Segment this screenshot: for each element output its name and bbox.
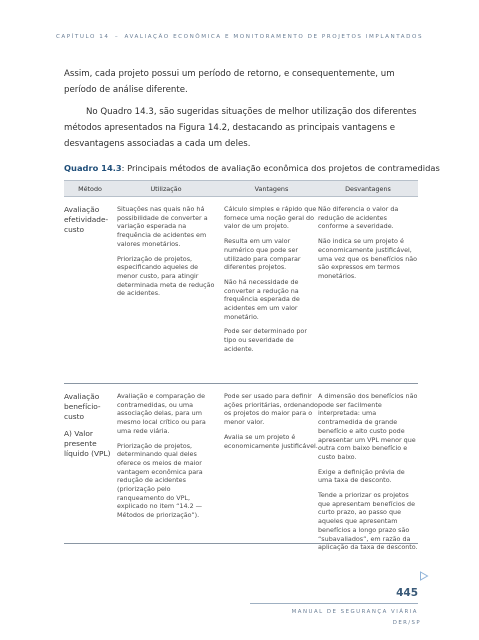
vantagens-text: Avalia se um projeto é economicamente justificável.	[224, 432, 318, 450]
chapter-separator: –	[114, 34, 120, 40]
table-row	[64, 384, 418, 552]
table-row	[64, 197, 418, 384]
utilizacao-text: Priorização de projetos, especificando aqueles de menor custo, para atingir determinada meta de redução de acidentes.	[117, 254, 215, 298]
utilizacao-text: Avaliação e comparação de contramedidas, ou uma associação delas, para um mesmo local crítico ou para uma rede viária.	[117, 392, 206, 435]
caption-number: Quadro 14.3	[64, 163, 122, 173]
footer-title: MANUAL DE SEGURANÇA VIÁRIA	[291, 609, 418, 615]
vantagens-text: Pode ser determinado por tipo ou severidade de acidente.	[224, 327, 307, 353]
footer-divider	[250, 603, 418, 604]
desvantagens-text: Tende a priorizar os projetos que apresentam benefícios de curto prazo, ao passo que aqueles que apresentam benefícios a longo prazo são “subavaliados”, em razão da aplicação da taxa de desconto.	[318, 491, 418, 552]
desvantagens-text: A dimensão dos benefícios não pode ser facilmente interpretada: uma contramedida de grande benefício e alto custo pode apresentar um VPL menor que outra com baixo benefício e custo baixo.	[318, 392, 418, 461]
chapter-label: CAPÍTULO 14	[55, 34, 110, 40]
utilizacao-text: Priorização de projetos, determinando qual deles oferece os meios de maior vantagem econômica para redução de acidentes (priorização pelo ranqueamento do VPL, explicado no item “14.2 — Métodos de priorização”).	[117, 441, 203, 520]
table-header-row	[64, 180, 418, 197]
cell-utilizacao	[117, 205, 215, 304]
chapter-header	[0, 34, 479, 40]
chapter-title: AVALIAÇÃO ECONÔMICA E MONITORAMENTO DE PROJETOS IMPLANTADOS	[124, 34, 424, 40]
methods-table	[64, 180, 418, 552]
table-caption	[64, 163, 440, 173]
header-desvantagens: Desvantagens	[345, 185, 391, 193]
desvantagens-text: Exige a definição prévia de uma taxa de desconto.	[318, 467, 405, 485]
body-paragraph-1: Assim, cada projeto possui um período de retorno, e consequentemente, um período de análise diferente.	[64, 69, 395, 95]
metodo-subtext: A) Valor presente líquido (VPL)	[64, 428, 111, 459]
desvantagens-text: Não indica se um projeto é economicamente justificável, uma vez que os benefícios não são expressos em termos monetários.	[318, 237, 418, 280]
footer-org: DER/SP	[392, 620, 421, 626]
body-paragraph-2: No Quadro 14.3, são sugeridas situações de melhor utilização dos diferentes métodos apresentados na Figura 14.2, destacando as principais vantagens e desvantagens associadas a cada um deles.	[64, 107, 417, 149]
desvantagens-text: Não diferencia o valor da redução de acidentes conforme a severidade.	[318, 205, 399, 231]
cell-vantagens	[224, 392, 319, 456]
utilizacao-text: Situações nas quais não há possibilidade de converter a variação esperada na frequência de acidentes em valores monetários.	[117, 205, 208, 248]
header-vantagens: Vantagens	[254, 185, 289, 193]
triangle-right-outline-icon	[419, 566, 429, 576]
cell-desvantagens	[318, 205, 418, 287]
header-utilizacao: Utilização	[150, 185, 182, 193]
cell-metodo	[64, 205, 114, 242]
cell-desvantagens	[318, 392, 418, 558]
page-number: 445	[396, 587, 418, 599]
metodo-text: Avaliação benefício-custo	[64, 392, 101, 422]
metodo-text: Avaliação efetividade-custo	[64, 205, 109, 235]
vantagens-text: Pode ser usado para definir ações prioritárias, ordenando os projetos do maior para o menor valor.	[224, 392, 318, 427]
header-metodo: Método	[78, 185, 102, 193]
cell-metodo	[64, 392, 114, 465]
cell-utilizacao	[117, 392, 215, 526]
cell-vantagens	[224, 205, 319, 360]
vantagens-text: Cálculo simples e rápido que fornece uma noção geral do valor de um projeto.	[224, 205, 317, 231]
vantagens-text: Resulta em um valor numérico que pode ser utilizado para comparar diferentes projetos.	[224, 237, 301, 272]
vantagens-text: Não há necessidade de converter a redução na frequência esperada de acidentes em um valor monetário.	[224, 277, 300, 321]
caption-text: : Principais métodos de avaliação econômica dos projetos de contramedidas	[121, 163, 440, 173]
